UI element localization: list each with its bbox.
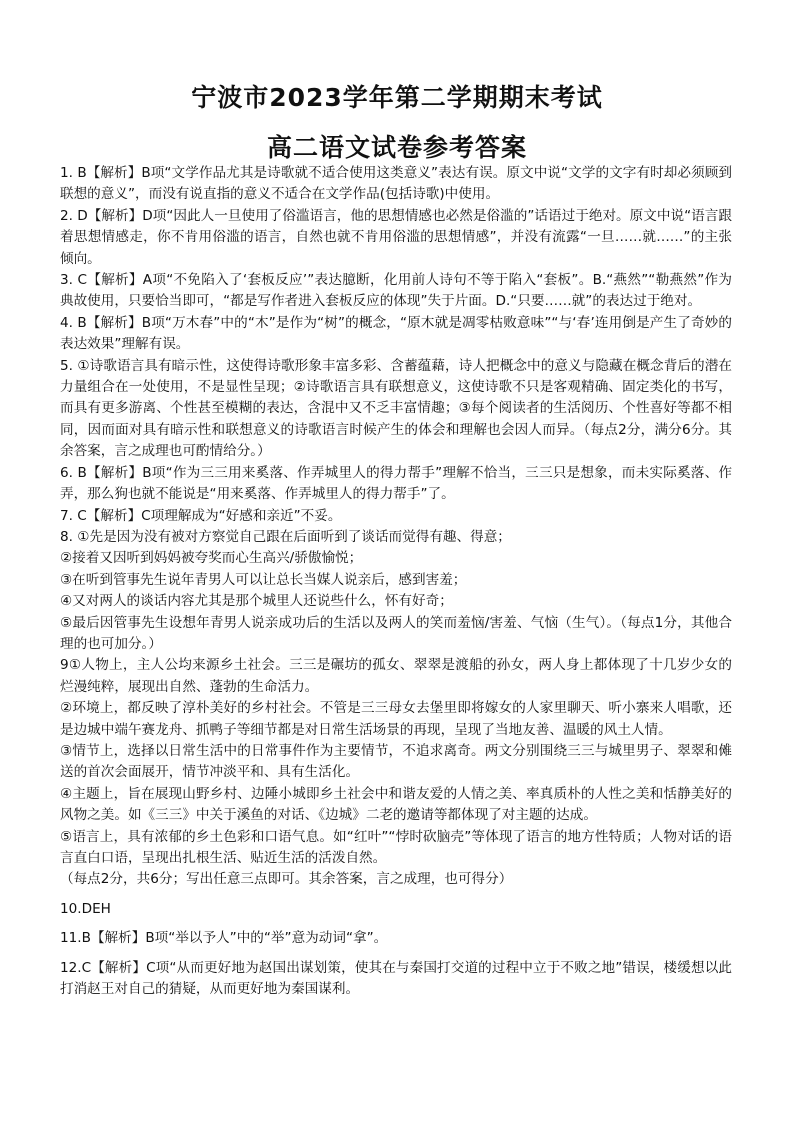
- answer-4: 4. B【解析】B项“万木春”中的“木”是作为“树”的概念，“原木就是凋零枯败意味”“与‘春’连用倒是产生了奇妙的表达效果”理解有误。: [60, 314, 732, 353]
- answer-8-point-1: 8. ①先是因为没有被对方察觉自己跟在后面听到了谈话而觉得有趣、得意；: [60, 528, 511, 545]
- answer-8-point-3: ③在听到管事先生说年青男人可以让总长当媒人说亲后，感到害羞；: [60, 571, 467, 588]
- answer-12: 12.C【解析】C项“从而更好地为赵国出谋划策，使其在与秦国打交道的过程中立于不败之地”错误，楼缓想以此打消赵王对自己的猜疑，从而更好地为秦国谋利。: [60, 959, 732, 998]
- answer-1: 1. B【解析】B项“文学作品尤其是诗歌就不适合使用这类意义”表达有误。原文中说“文学的文字有时却必须顾到联想的意义”，而没有说直指的意义不适合在文学作品(包括诗歌)中使用。: [60, 165, 732, 203]
- answer-9-scoring: （每点2分，共6分；写出任意三点即可。其余答案，言之成理，也可得分）: [60, 871, 513, 888]
- page-subtitle: 高二语文试卷参考答案: [266, 133, 527, 162]
- answer-11: 11.B【解析】B项“举以予人”中的“举”意为动词“拿”。: [60, 930, 388, 947]
- answer-10: 10.DEH: [60, 900, 111, 917]
- page-title: 宁波市2023学年第二学期期末考试: [191, 83, 603, 112]
- answer-9-point-5: ⑤语言上，具有浓郁的乡土色彩和口语气息。如“红叶”“悖时砍脑壳”等体现了语言的地方性特质；人物对话的语言直白口语，呈现出扎根生活、贴近生活的活泼自然。: [60, 828, 732, 866]
- answer-9-point-2: ②环境上，都反映了淳朴美好的乡村社会。不管是三三母女去堡里即将嫁女的人家里聊天、听小寨来人唱歌，还是边城中端午赛龙舟、抓鸭子等细节都是对日常生活场景的再现，呈现了当地友善、温暖的风土人情。: [60, 700, 732, 738]
- answer-8-point-2: ②接着又因听到妈妈被夸奖而心生高兴/骄傲愉悦；: [60, 550, 363, 567]
- answer-5: 5. ①诗歌语言具有暗示性，这使得诗歌形象丰富多彩、含蓄蕴藉，诗人把概念中的意义与隐藏在概念背后的潜在力量组合在一处使用，不是显性呈现；②诗歌语言具有联想意义，这使诗歌不只是客观精确、固定类化的书写，而具有更多游离、个性甚至模糊的表达，含混中又不乏丰富情趣；③每个阅读者的生活阅历、个性喜好等都不相同，因而面对具有暗示性和联想意义的诗歌语言时候产生的体会和理解也会因人而异。（每点2分，满分6分。其余答案，言之成理也可酌情给分。）: [60, 357, 732, 460]
- answer-8-point-4: ④又对两人的谈话内容尤其是那个城里人还说些什么，怀有好奇；: [60, 593, 453, 610]
- answer-9-point-4: ④主题上，旨在展现山野乡村、边陲小城即乡土社会中和谐友爱的人情之美、率真质朴的人性之美和恬静美好的风物之美。如《三三》中关于溪鱼的对话、《边城》二老的邀请等都体现了对主题的达成。: [60, 785, 732, 824]
- answer-6: 6. B【解析】B项“作为三三用来奚落、作弄城里人的得力帮手”理解不恰当，三三只是想象，而未实际奚落、作弄，那么狗也就不能说是“用来奚落、作弄城里人的得力帮手”了。: [60, 464, 732, 503]
- answer-list: [60, 163, 732, 1000]
- answer-3: 3. C【解析】A项“不免陷入了‘套板反应’”表达臆断，化用前人诗句不等于陷入“套板”。B.“燕然”“勒燕然”作为典故使用，只要恰当即可，“都是写作者进入套板反应的体现”失于片面。D.“只要……就”的表达过于绝对。: [60, 272, 732, 310]
- answer-8-point-5: ⑤最后因管事先生设想年青男人说亲成功后的生活以及两人的笑而羞恼/害羞、气恼（生气）。（每点1分，其他合理的也可加分。）: [60, 614, 732, 652]
- answer-9-point-1: 9①人物上，主人公均来源乡土社会。三三是碾坊的孤女、翠翠是渡船的孙女，两人身上都体现了十几岁少女的烂漫纯粹，展现出自然、蓬勃的生命活力。: [60, 657, 732, 695]
- answer-7: 7. C【解析】C项理解成为“好感和亲近”不妥。: [60, 507, 342, 524]
- answer-2: 2. D【解析】D项“因此人一旦使用了俗滥语言，他的思想情感也必然是俗滥的”话语过于绝对。原文中说“语言跟着思想情感走，你不肯用俗滥的语言，自然也就不肯用俗滥的思想情感”，并没有流露“一旦……就……”的主张倾向。: [60, 207, 732, 267]
- answer-9-point-3: ③情节上，选择以日常生活中的日常事件作为主要情节，不追求离奇。两文分别围绕三三与城里男子、翠翠和傩送的首次会面展开，情节冲淡平和、具有生活化。: [60, 742, 732, 781]
